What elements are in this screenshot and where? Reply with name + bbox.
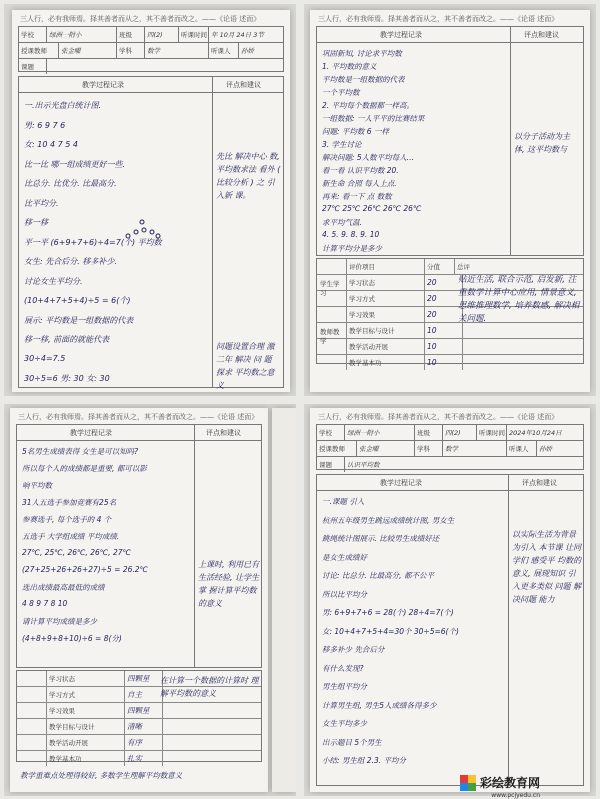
handwritten-line: 巩固新知, 讨论求平均数 xyxy=(322,49,402,58)
eval-group-teacher: 教师教学 xyxy=(320,328,340,345)
time-value: 年 10月 24日 3节 xyxy=(211,31,264,39)
handwritten-line: 问题: 平均数 6 一样 xyxy=(322,127,389,136)
handwritten-line: 移一移 xyxy=(24,218,48,227)
label-subject: 学科 xyxy=(117,43,145,58)
handwritten-line: 所以比平均分 xyxy=(322,589,367,599)
handwritten-line: 五选手 大学组成绩 平均成绩. xyxy=(22,532,120,541)
handwritten-line: 再来: 看一下 点 数数 xyxy=(322,192,392,201)
handwritten-line: 3. 学生讨论 xyxy=(322,140,362,149)
handwritten-line: 看一看 认识平均数 20. xyxy=(322,166,399,175)
handwritten-line: (4+8+9+8+10)÷6 = 8(分) xyxy=(22,634,122,643)
eval-score: 四颗星 xyxy=(125,703,163,718)
handwritten-line: 移多补少 先合后分 xyxy=(322,645,385,654)
handwritten-line: 男: 6+9+7+6 = 28(个) 28÷4=7(个) xyxy=(322,608,454,617)
eval-head-item: 评价项目 xyxy=(347,259,425,274)
handwritten-line: 平一平 (6+9+7+6)÷4=7(个) 平均数 xyxy=(24,237,162,247)
handwritten-line: 求平均气温. xyxy=(322,218,362,227)
listener-value: 孙娇 xyxy=(539,445,552,453)
handwritten-line: (10+4+7+5+4)÷5 = 6(个) xyxy=(24,296,131,305)
label-subject: 学科 xyxy=(415,441,443,456)
eval-score: 20 xyxy=(425,275,463,290)
handwritten-line: 是女生成绩好 xyxy=(322,552,367,562)
handwritten-line: 1. 平均数的意义 xyxy=(322,62,377,71)
handwritten-line: 4 8 9 7 8 10 xyxy=(22,599,68,608)
eval-row xyxy=(317,355,583,370)
handwritten-line: 小结: 男生组 2.3. 平均分 xyxy=(322,756,406,765)
handwritten-line: 计算平均分是多少 xyxy=(322,244,382,253)
label-class: 班级 xyxy=(415,425,443,440)
bottom-text: 教学重难点处理得较好, 多数学生理解平均数意义 xyxy=(20,771,183,780)
handwritten-line: 出示题目 5个男生 xyxy=(322,737,382,747)
label-teacher: 授课教师 xyxy=(19,43,59,58)
eval-item: 学习状态 xyxy=(47,671,125,686)
handwritten-line: 女: 10 4 7 5 4 xyxy=(24,140,78,149)
header-table xyxy=(316,424,584,470)
handwritten-line: 展示: 平均数是一组数据的代表 xyxy=(24,315,134,325)
handwritten-line: (27+25+26+26+27)÷5 = 26.2℃ xyxy=(22,565,148,574)
handwritten-line: 31人五选手参加竞赛有25名 xyxy=(22,498,117,507)
handwritten-line: 讨论女生平均分. xyxy=(24,276,83,286)
col-eval: 评点和建议 xyxy=(226,81,261,89)
eval-score: 10 xyxy=(425,355,463,370)
motto: 三人行，必有我师焉。择其善者而从之，其不善者而改之。——《论语 述而》 xyxy=(18,413,259,421)
header-table xyxy=(18,26,284,72)
handwritten-line: 解决问题: 5人数平均每人... xyxy=(322,153,414,162)
handwritten-line: 比平均分. xyxy=(24,198,59,208)
notebook-page xyxy=(310,10,590,392)
handwritten-line: 参赛选手, 每个选手的 4 个 xyxy=(22,515,112,524)
handwritten-line: 一组数据: 一人平平的比赛结果 xyxy=(322,114,425,123)
handwritten-line: 30÷5=6 男: 30 女: 30 xyxy=(24,374,110,383)
handwritten-line: 2. 平均每个数据都一样高。 xyxy=(322,101,415,110)
eval-score: 清晰 xyxy=(125,719,163,734)
handwritten-line: 30÷4=7.5 xyxy=(24,353,66,363)
handwritten-line: 5名男生成绩表得 女生是可以知吗? xyxy=(22,447,139,456)
listener-value: 孙娇 xyxy=(241,47,254,55)
notebook-page xyxy=(12,10,290,392)
handwritten-line: 有什么发现? xyxy=(322,663,364,673)
photo-lesson-record-page-4 xyxy=(304,404,596,796)
label-listener: 听课人 xyxy=(507,441,537,456)
subject-value: 数学 xyxy=(443,441,507,456)
handwritten-line: 新生命 合照 每人上点. xyxy=(322,179,397,188)
notebook-page xyxy=(310,408,590,792)
handwritten-line: 跳绳统计图展示. 比较男生成绩好还 xyxy=(322,534,440,543)
eval-item: 教学目标与设计 xyxy=(47,719,125,734)
eval-score: 20 xyxy=(425,291,463,306)
eval-note: 上课时, 利用已有 生活经验, 让学生掌 握计算平均数的意义 xyxy=(198,560,260,608)
eval-item: 学习方式 xyxy=(47,687,125,702)
class-value: 四(2) xyxy=(443,425,477,440)
eval-comment: 贴近生活, 联合示范, 启发新, 注重数学计算中心应用, 情景意义, 思维推理数学, 培养数感, 解决相关问题. xyxy=(458,275,580,324)
handwritten-line: 计算男生组, 男生5人成绩各得多少 xyxy=(322,700,437,710)
handwritten-line: 男生组平均分 xyxy=(322,682,367,691)
eval-row xyxy=(17,703,261,719)
label-time: 听课时间 xyxy=(179,27,209,42)
eval-note: 以分子活动为主体, 这平均数与 xyxy=(514,132,570,154)
handwritten-line: 所以每个人的成绩都是重要, 都可以影 xyxy=(22,464,147,473)
watermark-name: 彩绘教育网 xyxy=(479,776,540,790)
teacher-value: 张金曜 xyxy=(357,441,415,456)
eval-item: 学习效果 xyxy=(47,703,125,718)
handwritten-line: 选出成绩最高最低的成绩 xyxy=(22,583,105,592)
handwritten-line: 移一移, 前面的就能代表 xyxy=(24,335,110,344)
col-eval: 评点和建议 xyxy=(206,429,241,437)
watermark xyxy=(460,774,540,791)
col-record: 教学过程记录 xyxy=(70,429,112,437)
time-value: 2024年10月24日 xyxy=(509,429,562,437)
handwritten-line: 女: 10+4+7+5+4=30个 30÷5=6(个) xyxy=(322,626,459,636)
handwritten-line: 女生平均多少 xyxy=(322,719,367,728)
eval-head-comment: 总评 xyxy=(457,263,470,271)
label-school: 学校 xyxy=(19,27,47,42)
col-eval: 评点和建议 xyxy=(524,31,559,39)
label-listener: 听课人 xyxy=(209,43,239,58)
school-value: 绿洲一附小 xyxy=(47,27,117,42)
eval-note-2: 问题设置合理 激 二年 解决 问 题 探求 平均数之意义 xyxy=(216,342,275,390)
eval-score: 10 xyxy=(425,339,463,354)
handwritten-line: 响平均数 xyxy=(22,481,52,490)
handwritten-line: 27℃ 25℃ 26℃ 26℃ 26℃ xyxy=(322,204,422,213)
handwritten-line: 比总分. 比优分. 比最高分. xyxy=(24,179,117,188)
watermark-logo-icon xyxy=(460,775,476,791)
handwritten-line: 一.课题 引入 xyxy=(322,497,365,506)
label-class: 班级 xyxy=(117,27,145,42)
eval-row xyxy=(17,751,261,766)
handwritten-line: 男: 6 9 7 6 xyxy=(24,120,66,130)
photo-lesson-record-page-1 xyxy=(4,4,296,396)
eval-head-score: 分值 xyxy=(425,259,455,274)
eval-score: 20 xyxy=(425,307,463,322)
eval-note: 以实际生活为背景 为引入 本节课 让同学们 感受平 均数的 意义, 展现知识 引入更多类似 问题 解决问题 能力 xyxy=(512,530,582,604)
handwritten-line: 平均数是一组数据的代表 xyxy=(322,75,405,84)
eval-row xyxy=(17,719,261,735)
eval-item: 学习效果 xyxy=(347,307,425,322)
col-record: 教学过程记录 xyxy=(82,81,124,89)
eval-item: 教学活动开展 xyxy=(47,735,125,750)
handwritten-line: 4. 5. 9. 8. 9. 10 xyxy=(322,230,380,239)
eval-item: 教学活动开展 xyxy=(347,339,425,354)
eval-note-1: 先比 解决中心 数, 平均数求法 看外 ( 比较分析 ) 之 引入新 课。 xyxy=(216,152,281,200)
handwritten-line: 杭州五年级男生跳远成绩统计图, 男女生 xyxy=(322,515,455,525)
eval-score: 扎实 xyxy=(125,751,163,766)
eval-score: 四颗星 xyxy=(125,671,163,686)
record-grid xyxy=(16,424,262,668)
handwritten-line: 27℃, 25℃, 26℃, 26℃, 27℃ xyxy=(22,548,131,557)
class-value: 四(2) xyxy=(145,27,179,42)
col-record: 教学过程记录 xyxy=(380,31,422,39)
topic-value: 认识平均数 xyxy=(347,461,380,469)
handwritten-line: 一个平均数 xyxy=(322,88,360,97)
eval-item: 学习状态 xyxy=(347,275,425,290)
eval-item: 教学基本功 xyxy=(347,355,425,370)
subject-value: 数学 xyxy=(145,43,209,58)
eval-item: 教学目标与设计 xyxy=(347,323,425,338)
eval-score: 有序 xyxy=(125,735,163,750)
next-page-edge xyxy=(272,408,296,792)
teacher-value: 张金曜 xyxy=(59,43,117,58)
label-topic: 课题 xyxy=(19,59,47,74)
motto: 三人行，必有我师焉。择其善者而从之，其不善者而改之。——《论语 述而》 xyxy=(318,413,559,421)
eval-side-text: 在计算一个数据的计算时 理解平均数的意义 xyxy=(160,676,259,698)
school-value: 绿洲一附小 xyxy=(345,425,415,440)
eval-item: 教学基本功 xyxy=(47,751,125,766)
motto: 三人行，必有我师焉。择其善者而从之，其不善者而改之。——《论语 述而》 xyxy=(20,15,261,23)
col-eval: 评点和建议 xyxy=(522,479,557,487)
col-record: 教学过程记录 xyxy=(380,479,422,487)
label-time: 听课时间 xyxy=(477,425,507,440)
label-teacher: 授课教师 xyxy=(317,441,357,456)
eval-score: 10 xyxy=(425,323,463,338)
handwritten-line: 一.出示光盘白统计图. xyxy=(24,101,102,110)
watermark-url: www.pcjyedu.cn xyxy=(491,792,540,799)
photo-lesson-record-page-3 xyxy=(4,404,296,796)
handwritten-line: 请计算平均成绩是多少 xyxy=(22,617,97,626)
handwritten-line: 讨论: 比总分. 比最高分, 都不公平 xyxy=(322,571,434,580)
eval-score: 自主 xyxy=(125,687,163,702)
eval-group-student: 学生学习 xyxy=(320,280,340,297)
motto: 三人行，必有我师焉。择其善者而从之，其不善者而改之。——《论语 述而》 xyxy=(318,15,559,23)
handwritten-line: 比一比 哪一组成绩更好一些. xyxy=(24,159,126,169)
eval-row xyxy=(17,735,261,751)
label-topic: 课题 xyxy=(317,457,345,472)
notebook-page xyxy=(10,408,268,792)
photo-lesson-record-page-2 xyxy=(304,4,596,396)
handwritten-line: 女生: 先合后分. 移多补少. xyxy=(24,257,117,266)
eval-row xyxy=(317,339,583,355)
label-school: 学校 xyxy=(317,425,345,440)
eval-item: 学习方式 xyxy=(347,291,425,306)
